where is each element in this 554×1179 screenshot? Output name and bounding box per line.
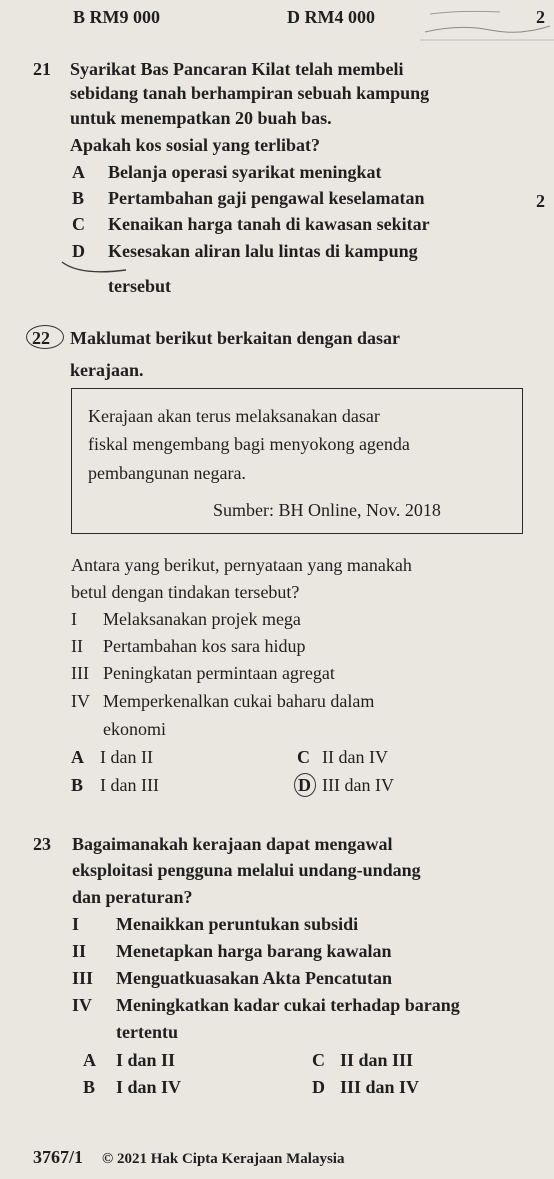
q23-stem-line-3: dan peraturan? [72,887,193,907]
q22-answer-d-label[interactable]: D [298,775,311,795]
q23-answer-d-text: III dan IV [340,1077,420,1097]
q21-option-a-label[interactable]: A [72,162,85,182]
q22-box-line-3: pembangunan negara. [88,463,246,483]
q23-statement-ii-label: II [72,941,87,961]
q22-answer-c-text: II dan IV [322,747,388,767]
q22-stem-line-2: kerajaan. [70,360,144,380]
q21-stem-line-1 [70,58,516,80]
q21-option-b-text: Pertambahan gaji pengawal keselamatan [108,188,425,208]
q21-option-d-text: Kesesakan aliran lalu lintas di kampung [108,241,418,261]
q22-answer-b-text: I dan III [100,775,159,795]
q21-margin-number: 2 [536,191,545,211]
q23-answer-b-label[interactable]: B [83,1077,96,1097]
q22-answer-a-label[interactable]: A [71,747,84,767]
q23-answer-a-label[interactable]: A [83,1050,96,1070]
q21-option-b-label[interactable]: B [72,188,85,208]
q21-option-a-text: Belanja operasi syarikat meningkat [108,162,382,182]
footer-code: 3767/1 [33,1147,84,1167]
q23-statement-ii-text: Menetapkan harga barang kawalan [116,941,392,961]
q23-answer-c-text: II dan III [340,1050,414,1070]
q23-statement-iv-cont: tertentu [116,1022,178,1042]
q21-option-d-cont: tersebut [108,276,171,296]
q22-statement-iv-text: Memperkenalkan cukai baharu dalam [103,691,375,711]
q23-statement-iv-label: IV [72,995,93,1015]
q21-question: Apakah kos sosial yang terlibat? [70,135,321,155]
pencil-underline-mark [60,258,130,278]
q22-question-line-1: Antara yang berikut, pernyataan yang manakah [71,555,412,575]
q23-answer-c-label[interactable]: C [312,1050,325,1070]
q22-answer-b-label[interactable]: B [71,775,84,795]
q21-stem-line-3: untuk menempatkan 20 buah bas. [70,108,332,128]
q23-statement-iv-text: Meningkatkan kadar cukai terhadap barang [116,995,460,1015]
q23-statement-i-label: I [72,914,80,934]
q22-number: 22 [32,328,50,348]
q22-answer-d-text: III dan IV [322,775,394,795]
q22-question-line-2: betul dengan tindakan tersebut? [71,582,300,602]
q23-number: 23 [33,834,51,854]
pencil-scribble [420,2,554,42]
q22-statement-iii-text: Peningkatan permintaan agregat [103,663,335,683]
q23-answer-b-text: I dan IV [116,1077,182,1097]
top-option-d: D RM4 000 [287,7,375,27]
top-option-b: B RM9 000 [73,7,160,27]
q23-answer-a-text: I dan II [116,1050,176,1070]
q22-statement-iii-label: III [71,663,89,683]
q23-answer-d-label[interactable]: D [312,1077,325,1097]
q21-stem-line-2: sebidang tanah berhampiran sebuah kampung [70,83,430,103]
q23-statement-iii-label: III [72,968,94,988]
q22-statement-ii-label: II [71,636,83,656]
top-margin-number: 2 [536,7,545,27]
q23-statement-i-text: Menaikkan peruntukan subsidi [116,914,359,934]
q22-statement-iv-cont: ekonomi [103,719,166,739]
q22-statement-ii-text: Pertambahan kos sara hidup [103,636,306,656]
q22-source: Sumber: BH Online, Nov. 2018 [213,500,441,520]
q22-statement-iv-label: IV [71,691,90,711]
q21-option-c-label[interactable]: C [72,214,85,234]
q23-stem-line-1: Bagaimanakah kerajaan dapat mengawal [72,834,393,854]
q23-statement-iii-text: Menguatkuasakan Akta Pencatutan [116,968,393,988]
q21-option-c-text: Kenaikan harga tanah di kawasan sekitar [108,214,430,234]
q22-statement-i-label: I [71,609,77,629]
q22-box-line-2: fiskal mengembang bagi menyokong agenda [88,434,410,454]
q22-statement-i-text: Melaksanakan projek mega [103,609,301,629]
footer-copyright: © 2021 Hak Cipta Kerajaan Malaysia [102,1151,345,1167]
q21-option-d-label[interactable]: D [72,241,85,261]
q23-stem-line-2: eksploitasi pengguna melalui undang-undang [72,860,421,880]
q22-box-line-1: Kerajaan akan terus melaksanakan dasar [88,406,380,426]
q22-answer-a-text: I dan II [100,747,153,767]
q22-stem-line-1: Maklumat berikut berkaitan dengan dasar [70,328,401,348]
q21-number: 21 [33,59,51,79]
q21-stem-text-1: Syarikat Bas Pancaran Kilat telah membeli [70,59,404,79]
q22-answer-c-label[interactable]: C [297,747,310,767]
